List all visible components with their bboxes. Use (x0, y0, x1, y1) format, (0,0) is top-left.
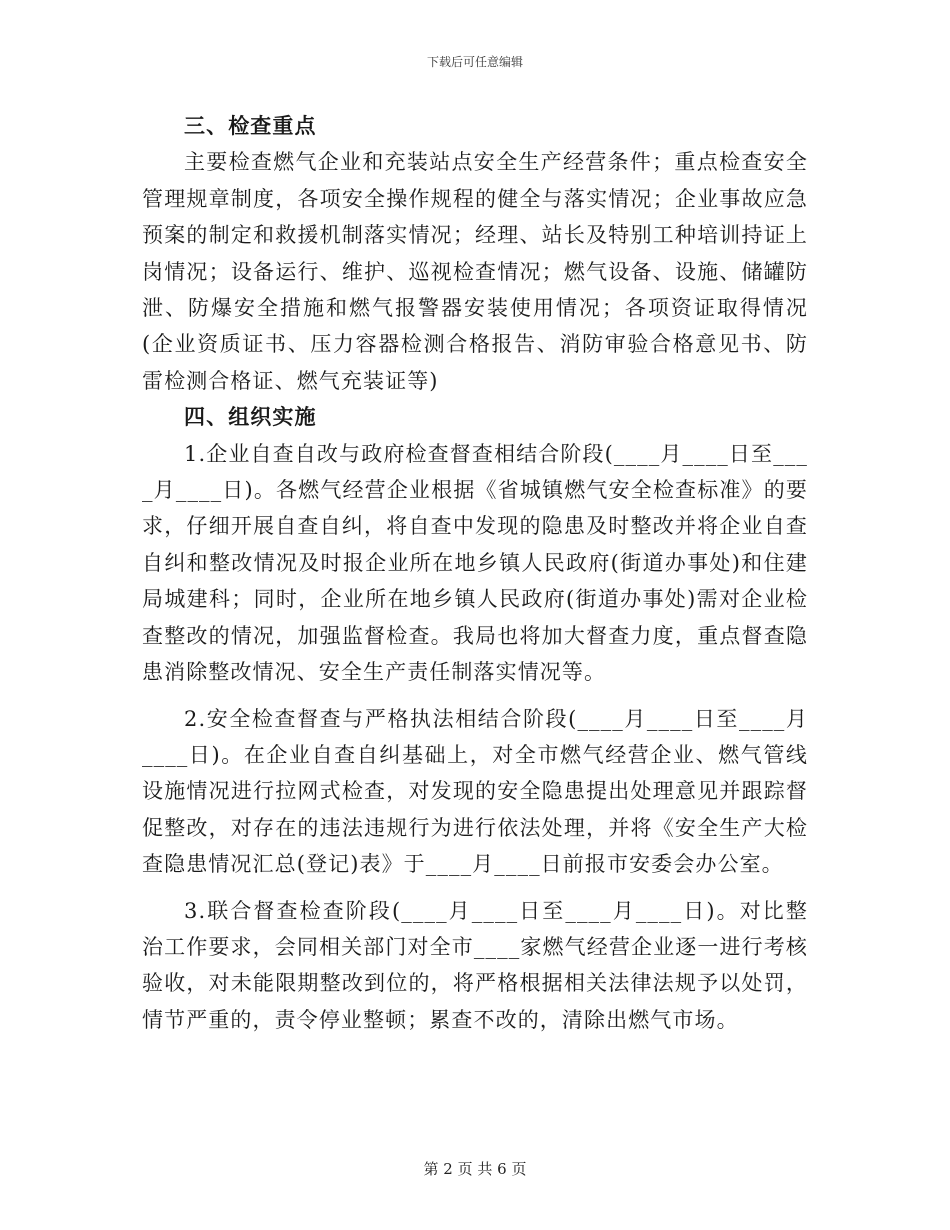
page-header-note: 下载后可任意编辑 (426, 55, 523, 69)
paragraph-stage-3: 3.联合督查检查阶段(____月____日至____月____日)。对比整治工作要求，会同相关部门对全市____家燃气经营企业逐一进行考核验收，对未能限期整改到位的，将严格根据相关法律法规予以处罚，情节严重的，责令停业整顿；累查不改的，清除出燃气市场。 (142, 898, 808, 1032)
paragraph-inspection-focus: 主要检查燃气企业和充装站点安全生产经营条件；重点检查安全管理规章制度，各项安全操作规程的健全与落实情况；企业事故应急预案的制定和救援机制落实情况；经理、站长及特别工种培训持证上岗情况；设备运行、维护、巡视检查情况；燃气设备、设施、储罐防泄、防爆安全措施和燃气报警器安装使用情况；各项资证取得情况(企业资质证书、压力容器检测合格报告、消防审验合格意见书、防雷检测合格证、燃气充装证等) (142, 150, 808, 393)
section-heading-inspection-focus: 三、检查重点 (184, 113, 317, 138)
document-body (142, 108, 808, 1038)
paragraph-stage-1: 1.企业自查自改与政府检查督查相结合阶段(____月____日至____月____日)。各燃气经营企业根据《省城镇燃气安全检查标准》的要求，仔细开展自查自纠，将自查中发现的隐患及时整改并将企业自查自纠和整改情况及时报企业所在地乡镇人民政府(街道办事处)和住建局城建科；同时，企业所在地乡镇人民政府(街道办事处)需对企业检查整改的情况，加强监督检查。我局也将加大督查力度，重点督查隐患消除整改情况、安全生产责任制落实情况等。 (142, 441, 808, 685)
page-number-footer: 第 2 页 共 6 页 (423, 1160, 527, 1178)
paragraph-stage-2: 2.安全检查督查与严格执法相结合阶段(____月____日至____月____日)。在企业自查自纠基础上，对全市燃气经营企业、燃气管线设施情况进行拉网式检查，对发现的安全隐患提出处理意见并跟踪督促整改，对存在的违法违规行为进行依法处理，并将《安全生产大检查隐患情况汇总(登记)表》于____月____日前报市安委会办公室。 (142, 706, 808, 877)
section-heading-implementation: 四、组织实施 (184, 404, 317, 430)
